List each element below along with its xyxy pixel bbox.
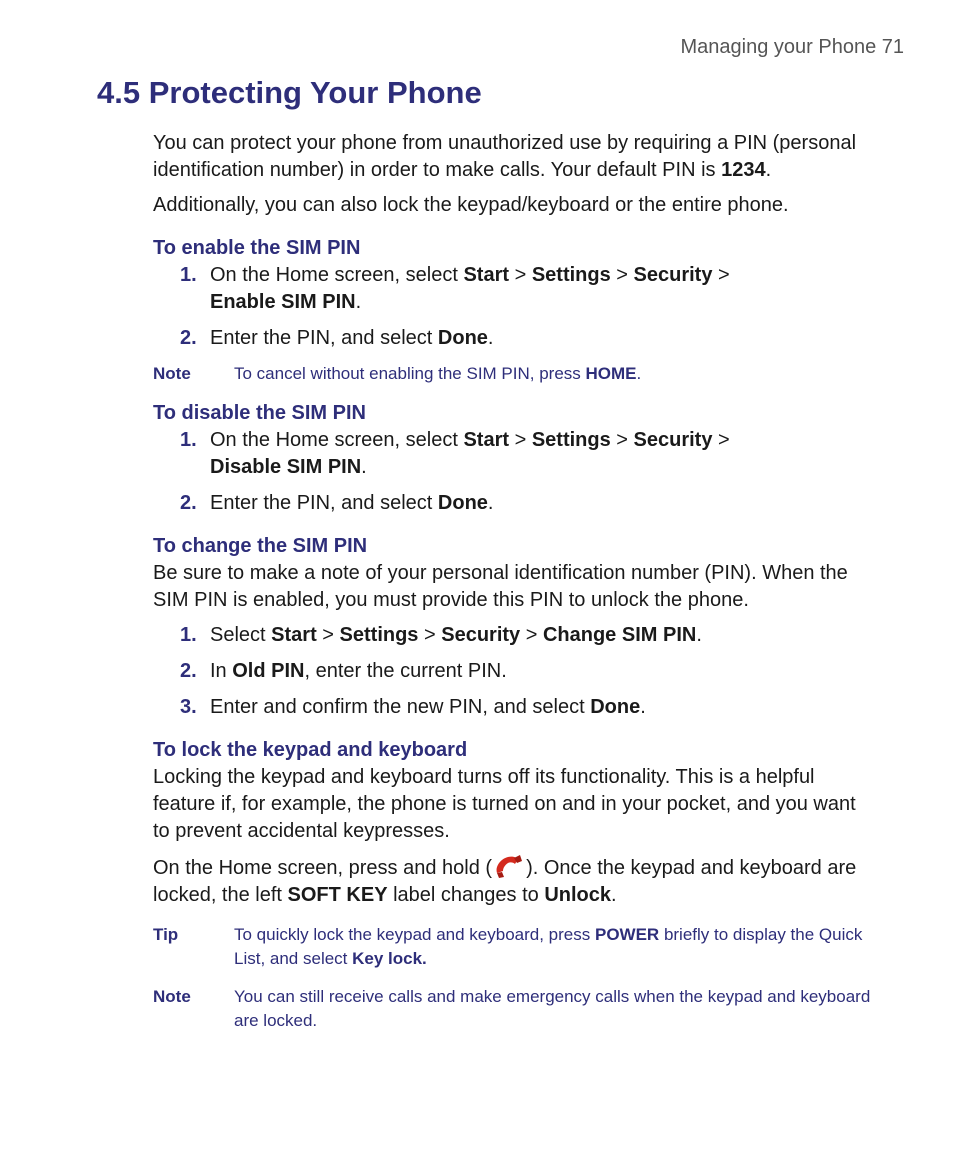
disable-sim-pin-heading: To disable the SIM PIN xyxy=(153,402,366,424)
end-call-phone-icon xyxy=(492,853,526,879)
step-number: 2. xyxy=(180,492,197,514)
note-text: You can still receive calls and make emergency calls when the keypad and keyboard are locked. xyxy=(234,987,871,1030)
list-item xyxy=(153,490,873,517)
step-number: 3. xyxy=(180,696,197,718)
step-text: Select Start > Settings > Security > Change SIM PIN. xyxy=(210,624,702,646)
lock-keypad-heading: To lock the keypad and keyboard xyxy=(153,739,468,761)
step-text: Enter the PIN, and select Done. xyxy=(210,327,494,349)
page-title: 4.5 Protecting Your Phone xyxy=(97,75,482,110)
lock-intro: Locking the keypad and keyboard turns off its functionality. This is a helpful feature if, for example, the phone is turned on and in your pocket, and you want to prevent accidental keypresses. xyxy=(153,766,856,842)
lock-instructions: On the Home screen, press and hold ( ). Once the keypad and keyboard are locked, the left SOFT KEY label changes to Unlock. xyxy=(153,853,873,909)
intro-period: . xyxy=(765,159,772,181)
note-text: To cancel without enabling the SIM PIN, press HOME. xyxy=(234,364,642,383)
step-text: On the Home screen, select Start > Settings > Security > Enable SIM PIN. xyxy=(210,264,730,313)
step-text: On the Home screen, select Start > Settings > Security > Disable SIM PIN. xyxy=(210,429,730,478)
running-header: Managing your Phone 71 xyxy=(680,36,904,58)
list-item xyxy=(153,658,873,685)
change-steps xyxy=(153,622,873,721)
step-number: 2. xyxy=(180,327,197,349)
list-item xyxy=(153,427,873,481)
disable-steps xyxy=(153,427,873,517)
list-item xyxy=(153,622,873,649)
step-text: Enter the PIN, and select Done. xyxy=(210,492,494,514)
note-label: Note xyxy=(153,364,191,383)
enable-steps xyxy=(153,262,873,352)
intro-paragraph-2: Additionally, you can also lock the keypad/keyboard or the entire phone. xyxy=(153,194,789,216)
step-number: 2. xyxy=(180,660,197,682)
intro-text: You can protect your phone from unauthorized use by requiring a PIN (personal identification number) in order to make calls. Your default PIN is xyxy=(153,132,857,181)
list-item xyxy=(153,325,873,352)
step-number: 1. xyxy=(180,264,197,286)
change-intro: Be sure to make a note of your personal identification number (PIN). When the SIM PIN is enabled, you must provide this PIN to unlock the phone. xyxy=(153,562,848,611)
page-content xyxy=(153,130,873,1047)
note-callout xyxy=(153,362,873,386)
note-callout-2 xyxy=(153,985,873,1033)
enable-sim-pin-heading: To enable the SIM PIN xyxy=(153,237,361,259)
step-text: Enter and confirm the new PIN, and select Done. xyxy=(210,696,646,718)
change-sim-pin-heading: To change the SIM PIN xyxy=(153,535,368,557)
tip-label: Tip xyxy=(153,925,179,944)
step-number: 1. xyxy=(180,624,197,646)
list-item xyxy=(153,262,873,316)
step-text: In Old PIN, enter the current PIN. xyxy=(210,660,507,682)
step-number: 1. xyxy=(180,429,197,451)
note-label: Note xyxy=(153,987,191,1006)
list-item xyxy=(153,694,873,721)
intro-paragraph xyxy=(153,130,873,184)
default-pin: 1234 xyxy=(721,159,766,181)
tip-callout xyxy=(153,923,873,971)
tip-text: To quickly lock the keypad and keyboard, press POWER briefly to display the Quick List, and select Key lock. xyxy=(234,925,863,968)
